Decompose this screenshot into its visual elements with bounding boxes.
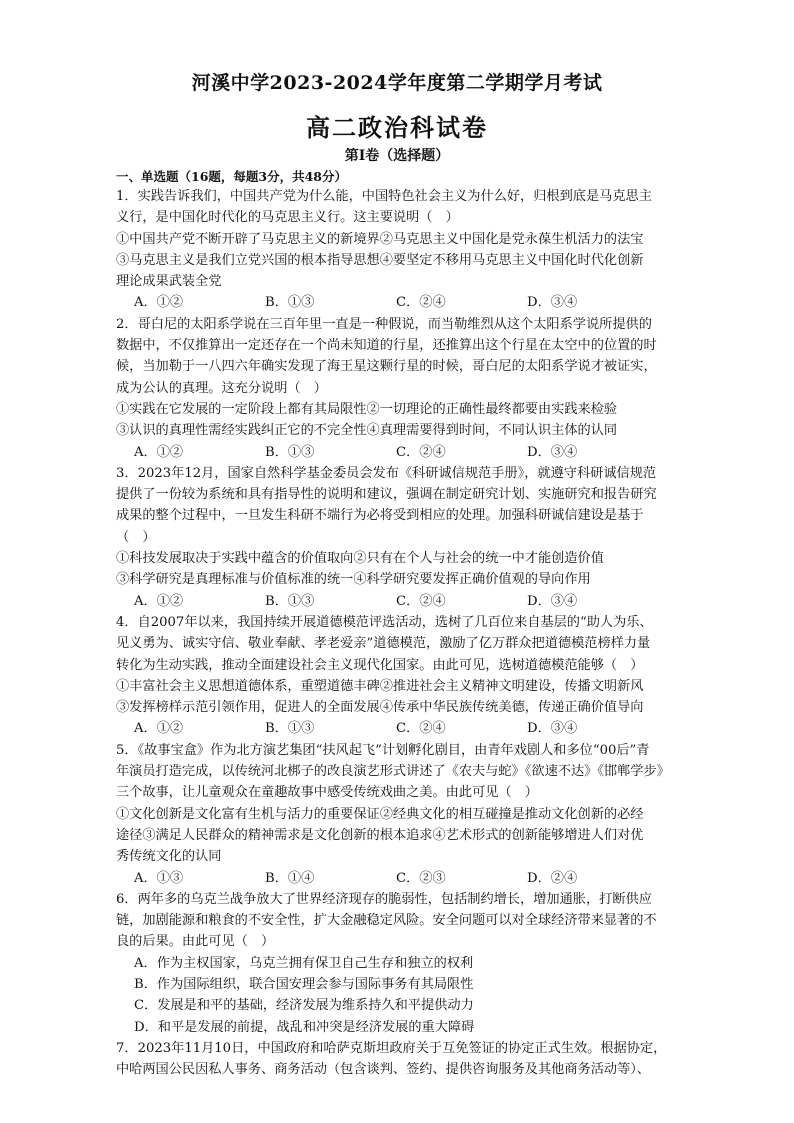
question-text-line: ③认识的真理性需经实践纠正它的不完全性④真理需要得到时间，不同认识主体的认同 [116,423,618,439]
question-3 [116,463,692,612]
answer-option: A．①③ [134,870,184,886]
question-text-line: 义行，是中国化时代化的马克思主义行。这主要说明（ ） [116,210,459,226]
answer-option: A．①② [134,295,184,311]
question-text-line: 4．自2007年以来，我国持续开展道德模范评选活动，选树了几百位来自基层的“助人为乐、 [116,614,653,630]
answer-option: A．①② [134,721,184,737]
question-text-line: 途径③满足人民群众的精神需求是文化创新的根本追求④艺术形式的创新能够增进人们对优 [116,827,644,843]
answer-option: B．①③ [265,444,315,460]
paper-title: 高二政治科试卷 [306,113,488,142]
question-text-line: 1．实践告诉我们，中国共产党为什么能，中国特色社会主义为什么好，归根到底是马克思主 [116,189,652,204]
answer-option: D．③④ [527,444,578,460]
question-text-line: ①科技发展取决于实践中蕴含的价值取向②只有在个人与社会的统一中才能创造价值 [116,551,604,567]
question-text-line: 数据中，不仅推算出一定还存在一个尚未知道的行星，还推算出这个行星在太空中的位置的时 [116,338,657,354]
question-text-line: 三个故事，让儿童观众在童趣故事中感受传统戏曲之美。由此可见（ ） [116,785,538,801]
answer-option: C．发展是和平的基础，经济发展为维系持久和平提供动力 [134,998,474,1014]
answer-option: C．②③ [396,870,446,886]
answer-option: A．①② [134,444,184,460]
answer-option: A．作为主权国家，乌克兰拥有保卫自己生存和独立的权利 [134,955,474,971]
question-text-line: 中哈两国公民因私人事务、商务活动（包含谈判、签约、提供咨询服务及其他商务活动等）、 [116,1062,651,1078]
question-6 [116,889,692,1038]
question-text-line: ①文化创新是文化富有生机与活力的重要保证②经典文化的相互碰撞是推动文化创新的必经 [116,806,644,822]
question-text-line: 成为公认的真理。这充分说明（ ） [116,380,327,396]
question-text-line: 6．两年多的乌克兰战争放大了世界经济现存的脆弱性，包括制约增长，增加通胀，打断供应 [116,891,652,907]
answer-options [116,292,692,313]
question-text-line: ③科学研究是真理标准与价值标准的统一④科学研究要发挥正确价值观的导向作用 [116,572,591,588]
answer-option: B．①④ [265,870,315,886]
question-text-line: 成果的整个过程中，一旦发生科研不端行为必将受到相应的处理。加强科研诚信建设是基于 [116,508,644,524]
question-text-line: 5．《故事宝盒》作为北方演艺集团“扶风起飞”计划孵化剧目，由青年戏剧人和多位“00后”青 [116,742,650,758]
answer-options [116,591,692,612]
question-7 [116,1038,692,1081]
question-text-line: （ ） [116,529,156,545]
question-text-line: 提供了一份较为系统和具有指导性的说明和建议，强调在制定研究计划、实施研究和报告研究 [116,487,657,503]
answer-option: C．②④ [396,721,446,737]
answer-option: B．①③ [265,593,315,609]
question-text-line: 见义勇为、诚实守信、敬业奉献、孝老爱亲”道德模范，激励了亿万群众把道德模范榜样力量 [116,636,651,652]
question-text-line: 转化为生动实践，推动全面建设社会主义现代化国家。由此可见，选树道德模范能够（ ） [116,657,644,673]
answer-option: D．③④ [527,721,578,737]
answer-option: C．②④ [396,593,446,609]
question-text-line: 理论成果武装全党 [116,274,222,290]
answer-option: D．③④ [527,593,578,609]
question-text-line: 链，加剧能源和粮食的不安全性，扩大金融稳定风险。安全问题可以对全球经济带来显著的不 [116,913,657,929]
answer-option: C．②④ [396,444,446,460]
question-text-line: ①丰富社会主义思想道德体系，重塑道德丰碑②推进社会主义精神文明建设，传播文明新风 [116,678,644,694]
answer-option: D．②④ [527,870,578,886]
question-text-line: 7．2023年11月10日，中国政府和哈萨克斯坦政府关于互免签证的协定正式生效。根据协定， [116,1040,667,1056]
answer-options [116,442,692,463]
answer-option: B．①③ [265,721,315,737]
question-text-line: 3．2023年12月，国家自然科学基金委员会发布《科研诚信规范手册》，就遵守科研诚信规范 [116,465,657,481]
school-title: 河溪中学2023-2024学年度第二学期学月考试 [191,72,603,94]
answer-option: D．③④ [527,295,578,311]
question-text-line: 秀传统文化的认同 [116,849,222,865]
question-text-line: ③马克思主义是我们立党兴国的根本指导思想④要坚定不移用马克思主义中国化时代化创新 [116,252,644,268]
answer-option: D．和平是发展的前提，战乱和冲突是经济发展的重大障碍 [134,1019,475,1035]
answer-options [116,718,692,739]
question-4 [116,612,692,740]
question-list [116,186,692,1080]
question-text-line: ③发挥榜样示范引领作用，促进人的全面发展④传承中华民族传统美德，传递正确价值导向 [116,700,644,716]
question-text-line: ①中国共产党不断开辟了马克思主义的新境界②马克思主义中国化是党永葆生机活力的法宝 [116,231,644,247]
section-heading: 一、单选题（16题，每题3分，共48分） [116,169,347,184]
question-text-line: 2．哥白尼的太阳系学说在三百年里一直是一种假说，而当勒维烈从这个太阳系学说所提供的 [116,316,652,332]
question-text-line: 良的后果。由此可见（ ） [116,934,275,950]
answer-options [116,868,692,889]
answer-option: C．②④ [396,295,446,311]
question-1 [116,186,692,314]
volume-title: 第Ⅰ卷（选择题） [344,148,450,164]
answer-option: B．①③ [265,295,315,311]
answer-option: B．作为国际组织，联合国安理会参与国际事务有其局限性 [134,976,474,992]
question-text-line: ①实践在它发展的一定阶段上都有其局限性②一切理论的正确性最终都要由实践来检验 [116,401,618,417]
question-2 [116,314,692,463]
question-text-line: 年演员打造完成，以传统河北梆子的改良演艺形式讲述了《农夫与蛇》《欲速不达》《邯郸学步》 [116,764,670,780]
answer-option: A．①② [134,593,184,609]
question-text-line: 候，当加勒于一八四六年确实发现了海王星这颗行星的时候，哥白尼的太阳系学说才被证实， [116,359,657,375]
question-5 [116,740,692,889]
